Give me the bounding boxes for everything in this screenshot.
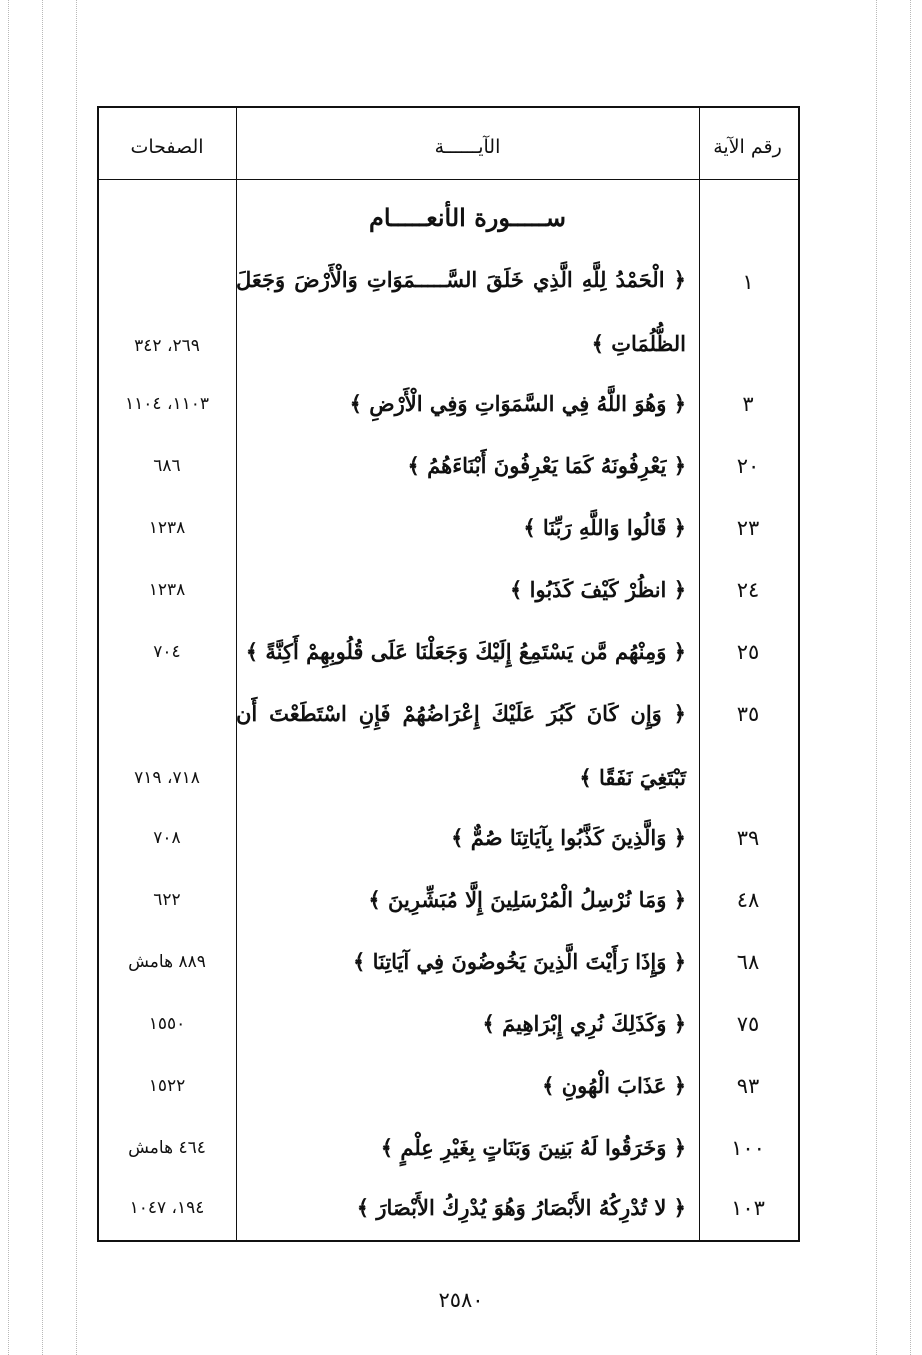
verse-number: ١: [742, 270, 754, 294]
page-refs: ٧١٨، ٧١٩: [134, 768, 200, 788]
page-refs: ١٥٥٠: [148, 1014, 186, 1034]
page-refs: ٧٠٨: [153, 828, 181, 848]
page-refs: ١٥٢٢: [148, 1076, 186, 1096]
page-refs: ١٩٤، ١٠٤٧: [129, 1198, 205, 1218]
page-refs: ٤٦٤ هامش: [128, 1138, 206, 1158]
verse-text: ﴿ وَخَرَقُوا لَهُ بَنِينَ وَبَنَاتٍ بِغَيْرِ عِلْمٍ ﴾: [380, 1135, 686, 1160]
verse-text: ﴿ وَهُوَ اللَّهُ فِي السَّمَوَاتِ وَفِي الْأَرْضِ ﴾: [349, 391, 686, 416]
margin-guide: [910, 0, 911, 1355]
page-refs: ٦٢٢: [153, 890, 181, 910]
verse-number: ٣٩: [736, 826, 760, 850]
verse-text: ﴿ وَإِن كَانَ كَبُرَ عَلَيْكَ إِعْرَاضُهُمْ فَإِنِ اسْتَطَعْتَ أَن تَبْتَغِيَ نَفَقًا ﴾: [236, 701, 686, 790]
verse-text: ﴿ انظُرْ كَيْفَ كَذَبُوا ﴾: [510, 577, 686, 602]
page-refs: ٢٦٩، ٣٤٢: [134, 336, 200, 356]
verse-text: ﴿ وَمَا نُرْسِلُ الْمُرْسَلِينَ إِلَّا مُبَشِّرِينَ ﴾: [368, 887, 686, 912]
verse-number: ٩٣: [736, 1074, 760, 1098]
page-refs: ١١٠٣، ١١٠٤: [125, 394, 209, 414]
header-pages: الصفحات: [130, 136, 204, 158]
verse-number: ٢٣: [736, 516, 760, 540]
verse-number: ٣٥: [736, 702, 760, 726]
verse-number: ٢٤: [736, 578, 760, 602]
margin-guide: [42, 0, 43, 1355]
header-divider: [99, 179, 798, 180]
verse-text: ﴿ وَإِذَا رَأَيْتَ الَّذِينَ يَخُوضُونَ فِي آيَاتِنَا ﴾: [352, 949, 686, 974]
verse-text: ﴿ لا تُدْرِكُهُ الأَبْصَارُ وَهُوَ يُدْرِكُ الأَبْصَارَ ﴾: [356, 1195, 686, 1220]
verse-text: ﴿ وَكَذَلِكَ نُرِي إِبْرَاهِيمَ ﴾: [482, 1011, 686, 1036]
page-refs: ٨٨٩ هامش: [128, 952, 206, 972]
header-verse-text: الآيــــــة: [434, 136, 501, 158]
margin-guide: [876, 0, 877, 1355]
verse-number: ٢٥: [736, 640, 760, 664]
header-verse-number: رقم الآية: [713, 136, 782, 158]
verse-number: ١٠٠: [731, 1136, 765, 1160]
verse-number: ٣: [742, 392, 754, 416]
page-number: ٢٥٨٠: [438, 1288, 484, 1312]
surah-title: ســـــورة الأنعـــــام: [368, 203, 567, 232]
verse-text: ﴿ وَمِنْهُم مَّن يَسْتَمِعُ إِلَيْكَ وَجَعَلْنَا عَلَى قُلُوبِهِمْ أَكِنَّةً ﴾: [245, 639, 686, 664]
page-refs: ٧٠٤: [153, 642, 181, 662]
verse-number: ٤٨: [736, 888, 760, 912]
verse-text: ﴿ الْحَمْدُ لِلَّهِ الَّذِي خَلَقَ السَّـــــمَوَاتِ وَالْأَرْضَ وَجَعَلَ الظُّلُمَاتِ ﴾: [236, 267, 686, 356]
verse-text: ﴿ وَالَّذِينَ كَذَّبُوا بِآيَاتِنَا صُمٌّ ﴾: [451, 825, 686, 850]
verse-number: ٧٥: [736, 1012, 760, 1036]
page-refs: ١٢٣٨: [148, 580, 186, 600]
verse-text: ﴿ يَعْرِفُونَهُ كَمَا يَعْرِفُونَ أَبْنَاءَهُمُ ﴾: [407, 453, 686, 478]
verse-text: ﴿ قَالُوا وَاللَّهِ رَبِّنَا ﴾: [523, 515, 686, 540]
verse-number: ١٠٣: [731, 1196, 765, 1220]
verse-index-table: [97, 106, 800, 1242]
verse-text: ﴿ عَذَابَ الْهُونِ ﴾: [542, 1073, 686, 1098]
margin-guide: [8, 0, 9, 1355]
page-refs: ١٢٣٨: [148, 518, 186, 538]
verse-number: ٦٨: [736, 950, 760, 974]
page-refs: ٦٨٦: [153, 456, 181, 476]
verse-number: ٢٠: [736, 454, 760, 478]
margin-guide: [76, 0, 77, 1355]
